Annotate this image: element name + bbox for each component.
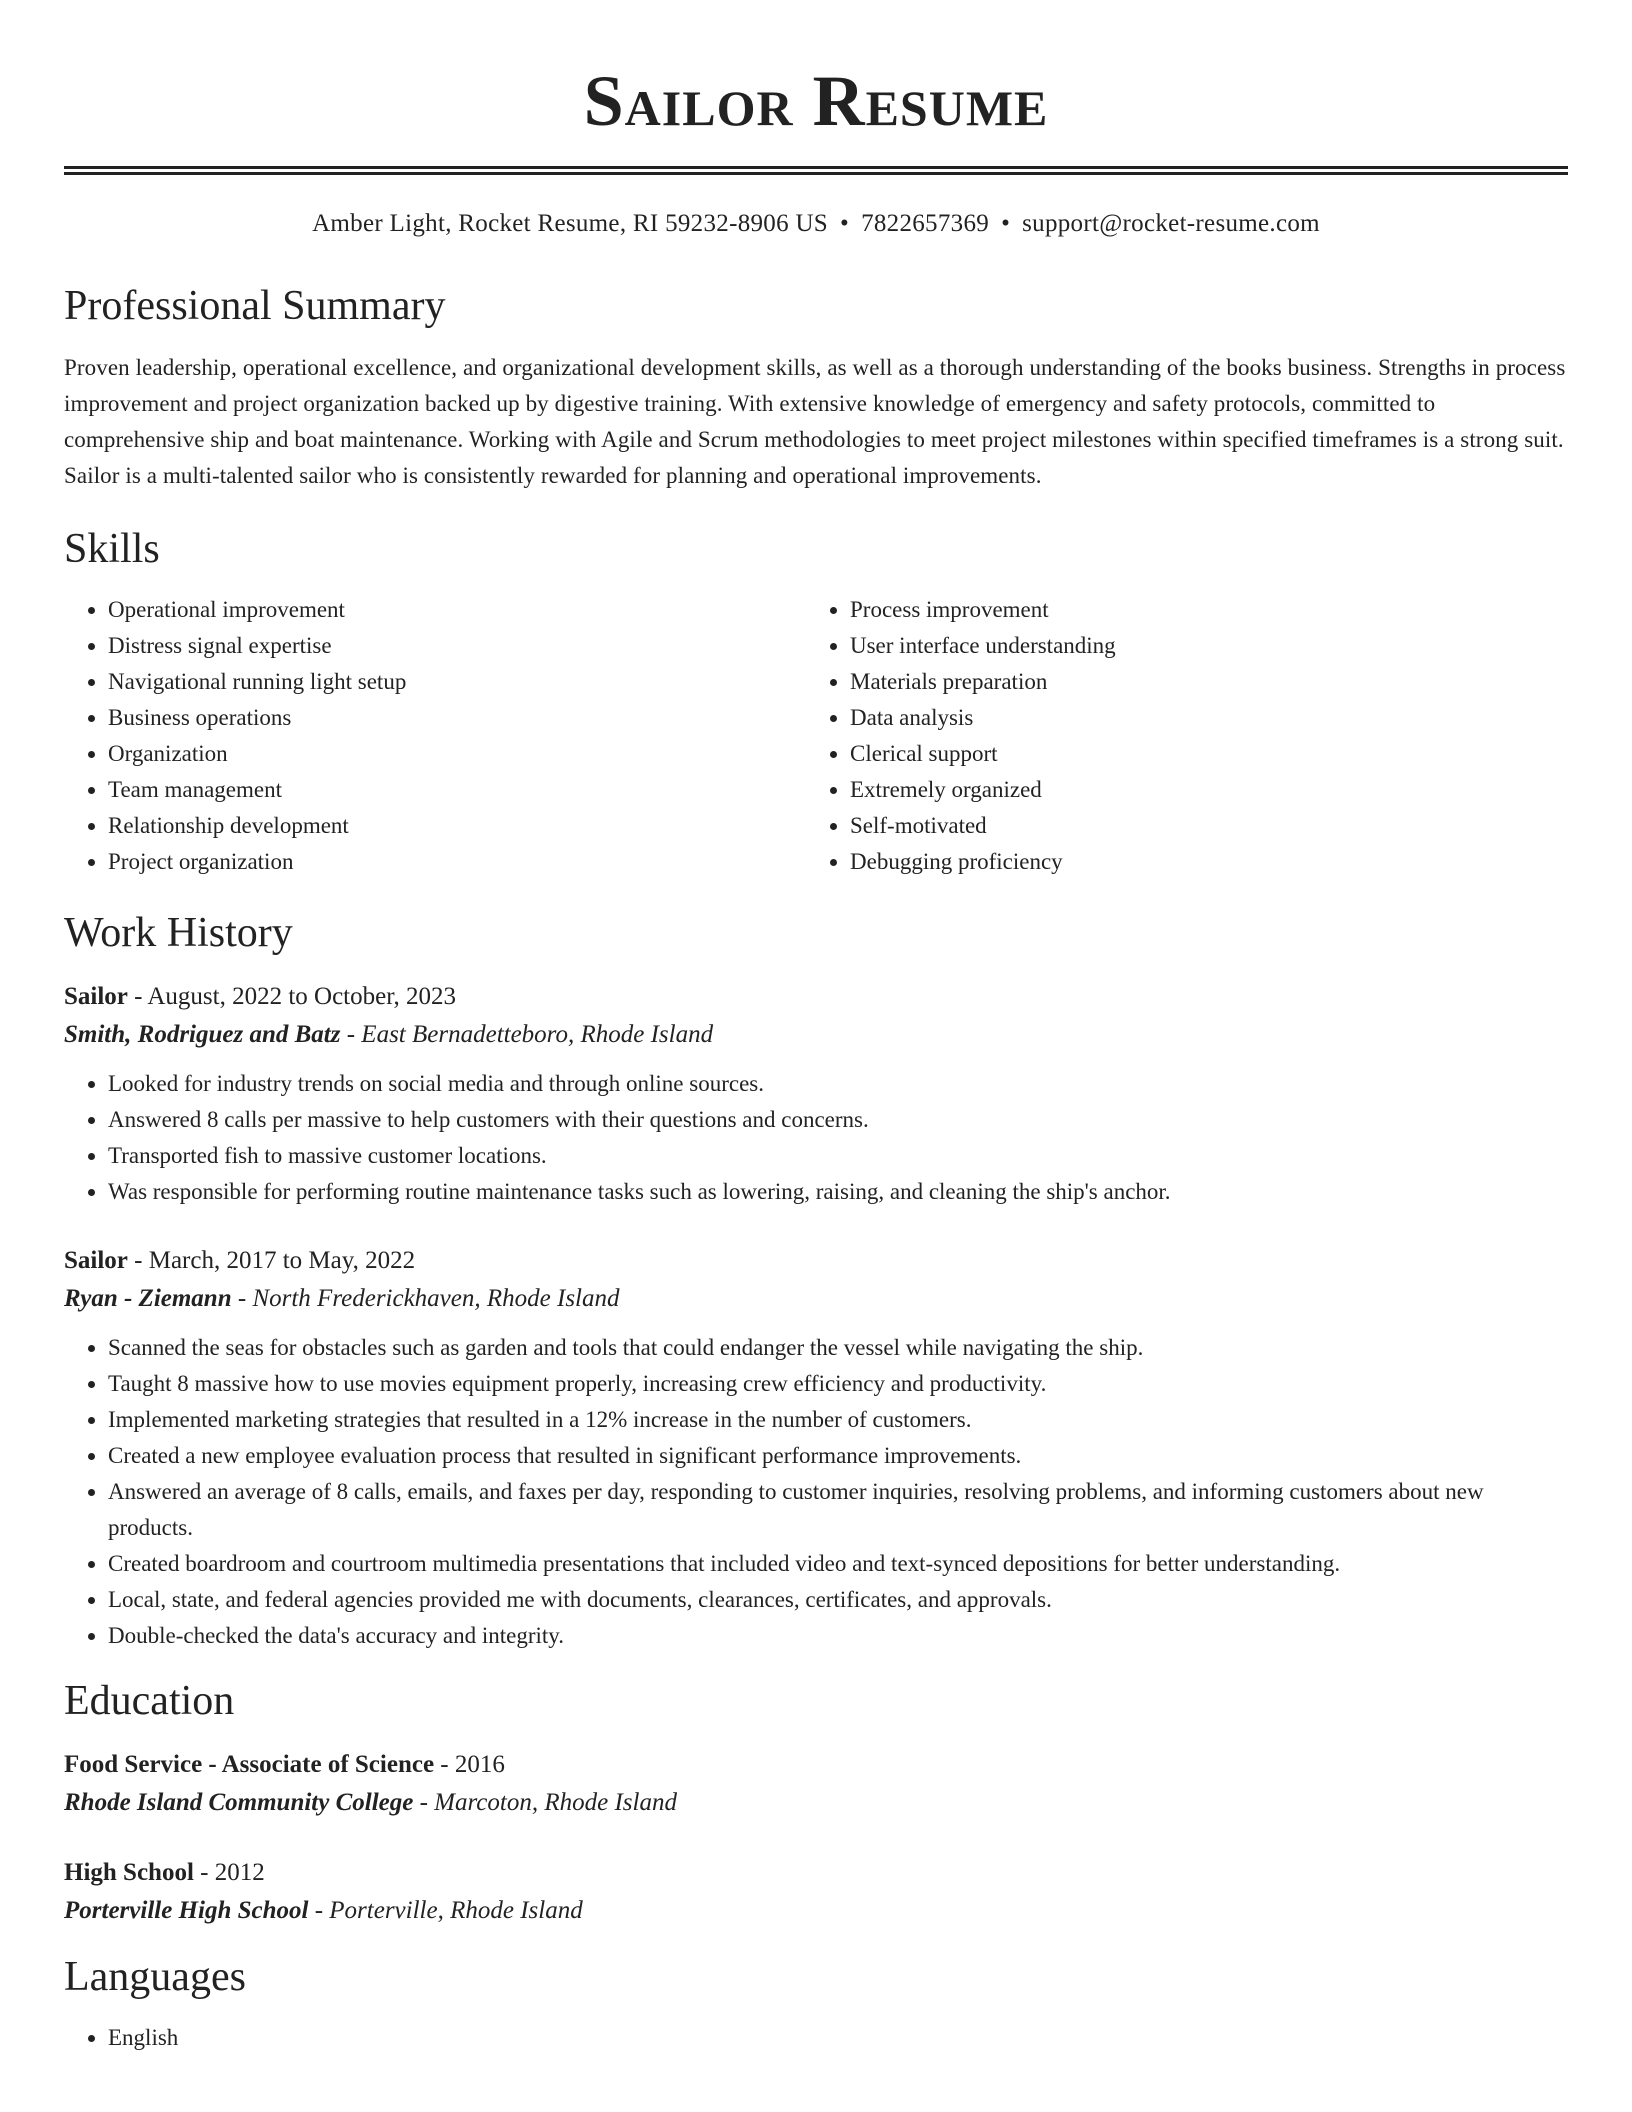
job-bullets [64,1330,1568,1654]
skill-item: • Self-motivated [850,808,1548,844]
job-bullet: • Local, state, and federal agencies provided me with documents, clearances, certificates, and approvals. [108,1582,1568,1618]
education-degree: Food Service - Associate of Science [64,1751,435,1778]
skill-item: • Organization [108,736,806,772]
job-entry [64,978,1568,1210]
job-bullet: • Created a new employee evaluation process that resulted in significant performance improvements. [108,1438,1568,1474]
education-degree: High School [64,1859,194,1886]
job-bullet: • Taught 8 massive how to use movies equipment properly, increasing crew efficiency and productivity. [108,1366,1568,1402]
job-location: - North Frederickhaven, Rhode Island [231,1285,620,1312]
job-location: - East Bernadetteboro, Rhode Island [340,1021,714,1048]
education-year: - 2012 [193,1859,265,1886]
job-title-line [64,978,1568,1016]
job-company: Ryan - Ziemann [64,1285,232,1312]
skill-item: • Debugging proficiency [850,844,1548,880]
contact-phone: 7822657369 [861,210,990,237]
job-title: Sailor [64,1247,128,1274]
skill-item: • Clerical support [850,736,1548,772]
education-entry [64,1854,1568,1930]
skill-item: • Team management [108,772,806,808]
skill-item: • Distress signal expertise [108,628,806,664]
job-bullet: • Answered an average of 8 calls, emails, and faxes per day, responding to customer inquiries, resolving problems, and informing customers about new products. [108,1474,1568,1546]
skill-item: • User interface understanding [850,628,1548,664]
education-school-line [64,1892,1568,1930]
skills-column-right [806,592,1548,880]
skill-item: • Data analysis [850,700,1548,736]
skill-item: • Operational improvement [108,592,806,628]
job-bullet: • Created boardroom and courtroom multimedia presentations that included video and text-synced depositions for better understanding. [108,1546,1568,1582]
job-bullet: • Answered 8 calls per massive to help customers with their questions and concerns. [108,1102,1568,1138]
title-divider [64,166,1568,175]
education-entry [64,1746,1568,1822]
job-bullet: • Scanned the seas for obstacles such as garden and tools that could endanger the vessel while navigating the ship. [108,1330,1568,1366]
job-company-line [64,1280,1568,1318]
education-year: - 2016 [434,1751,505,1778]
job-dates: - August, 2022 to October, 2023 [127,983,457,1010]
skill-item: • Extremely organized [850,772,1548,808]
languages-list [64,2020,1568,2056]
contact-line [64,209,1568,239]
languages-heading: Languages [64,1954,246,2000]
contact-separator: • [1001,210,1011,237]
education-school: Porterville High School [64,1897,309,1924]
job-company-line [64,1016,1568,1054]
summary-text: Proven leadership, operational excellence, and organizational development skills, as well as a thorough understanding of the books business. Strengths in process improvement and project organization backed up by digestive training. With extensive knowledge of emergency and safety protocols, committed to comprehensive ship and boat maintenance. Working with Agile and Scrum methodologies to meet project milestones within specified timeframes is a strong suit. Sailor is a multi-talented sailor who is consistently rewarded for planning and operational improvements. [64,355,1566,488]
summary-heading: Professional Summary [64,283,446,329]
skills-heading: Skills [64,526,160,572]
job-dates: - March, 2017 to May, 2022 [127,1247,416,1274]
job-bullet: • Double-checked the data's accuracy and integrity. [108,1618,1568,1654]
education-heading: Education [64,1678,235,1724]
education-location: - Porterville, Rhode Island [308,1897,583,1924]
job-bullets [64,1066,1568,1210]
job-entry [64,1242,1568,1654]
education-school: Rhode Island Community College [64,1789,414,1816]
skill-item: • Project organization [108,844,806,880]
education-school-line [64,1784,1568,1822]
job-title-line [64,1242,1568,1280]
job-bullet: • Looked for industry trends on social media and through online sources. [108,1066,1568,1102]
education-degree-line [64,1854,1568,1892]
language-item: • English [108,2020,1568,2056]
job-bullet: • Implemented marketing strategies that resulted in a 12% increase in the number of customers. [108,1402,1568,1438]
skill-item: • Business operations [108,700,806,736]
skill-item: • Navigational running light setup [108,664,806,700]
work-history-heading: Work History [64,910,293,956]
skill-item: • Materials preparation [850,664,1548,700]
job-title: Sailor [64,983,128,1010]
skills-column-left [64,592,806,880]
contact-address: Amber Light, Rocket Resume, RI 59232-8906 US [312,210,828,237]
job-bullet: • Transported fish to massive customer locations. [108,1138,1568,1174]
education-degree-line [64,1746,1568,1784]
page-title: Sailor Resume [583,61,1049,141]
education-location: - Marcoton, Rhode Island [413,1789,677,1816]
job-bullet: • Was responsible for performing routine maintenance tasks such as lowering, raising, and cleaning the ship's anchor. [108,1174,1568,1210]
skill-item: • Process improvement [850,592,1548,628]
contact-email: support@rocket-resume.com [1022,210,1320,237]
job-company: Smith, Rodriguez and Batz [64,1021,341,1048]
skills-list [64,592,1568,880]
contact-separator: • [840,210,850,237]
skill-item: • Relationship development [108,808,806,844]
